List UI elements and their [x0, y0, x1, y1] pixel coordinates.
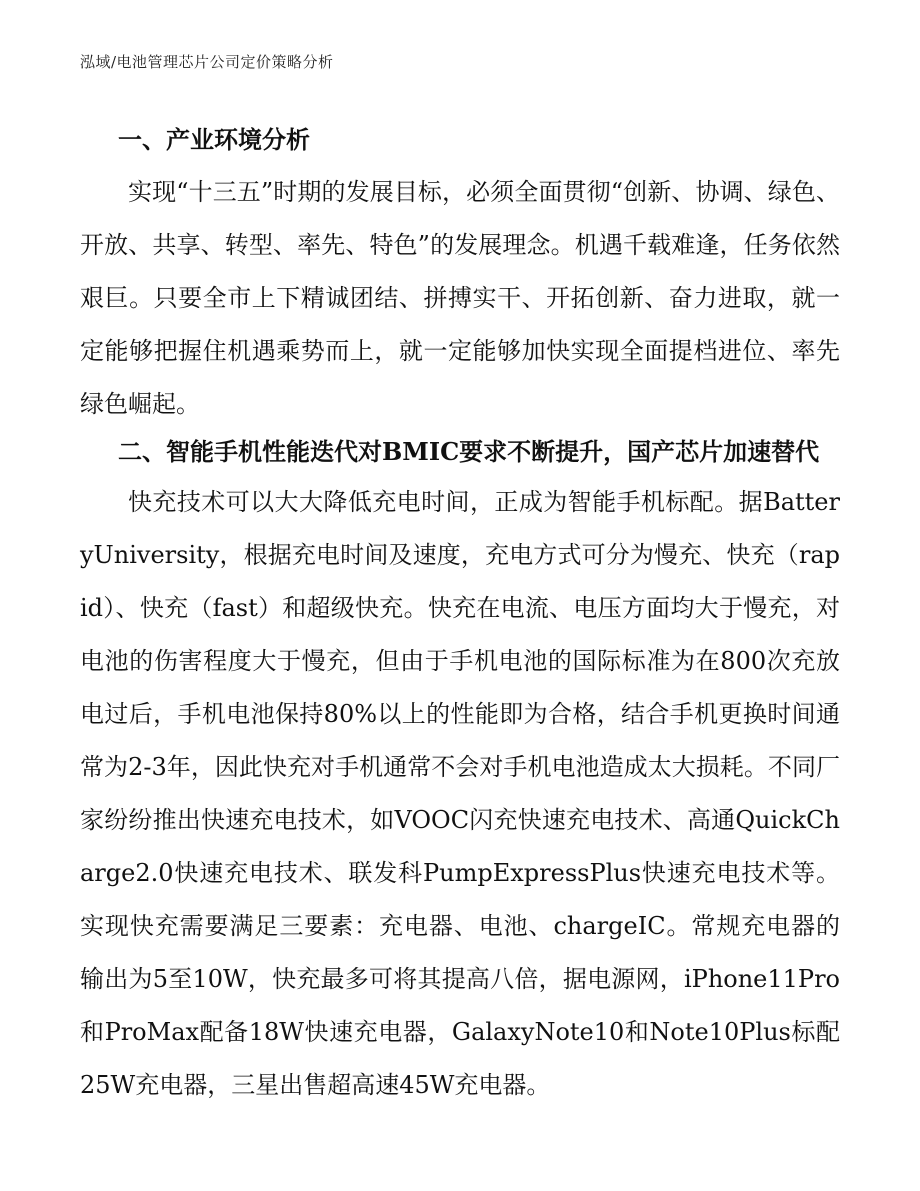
section-heading-text: 二、智能手机性能迭代对BMIC要求不断提升，国产芯片加速替代 — [118, 437, 820, 466]
section-bmic-requirements — [80, 432, 840, 1112]
section-paragraph: 实现“十三五”时期的发展目标，必须全面贯彻“创新、协调、绿色、开放、共享、转型、率先、特色”的发展理念。机遇千载难逢，任务依然艰巨。只要全市上下精诚团结、拼搏实干、开拓创新、奋力进取，就一定能够把握住机遇乘势而上，就一定能够加快实现全面提档进位、率先绿色崛起。 — [80, 178, 840, 418]
section-heading — [80, 120, 840, 160]
section-heading — [80, 432, 840, 472]
section-industry-environment — [80, 120, 840, 431]
page-header: 泓域/电池管理芯片公司定价策略分析 — [80, 53, 334, 71]
section-heading-text: 一、产业环境分析 — [118, 125, 310, 154]
section-paragraph: 快充技术可以大大降低充电时间，正成为智能手机标配。据BatteryUniversity，根据充电时间及速度，充电方式可分为慢充、快充（rapid）、快充（fast）和超级快充。快充在电流、电压方面均大于慢充，对电池的伤害程度大于慢充，但由于手机电池的国际标准为在800次充放电过后，手机电池保持80%以上的性能即为合格，结合手机更换时间通常为2-3年，因此快充对手机通常不会对手机电池造成太大损耗。不同厂家纷纷推出快速充电技术，如VOOC闪充快速充电技术、高通QuickCharge2.0快速充电技术、联发科PumpExpressPlus快速充电技术等。实现快充需要满足三要素：充电器、电池、chargeIC。常规充电器的输出为5至10W，快充最多可将其提高八倍，据电源网，iPhone11Pro和ProMax配备18W快速充电器，GalaxyNote10和Note10Plus标配25W充电器，三星出售超高速45W充电器。 — [80, 488, 840, 1099]
